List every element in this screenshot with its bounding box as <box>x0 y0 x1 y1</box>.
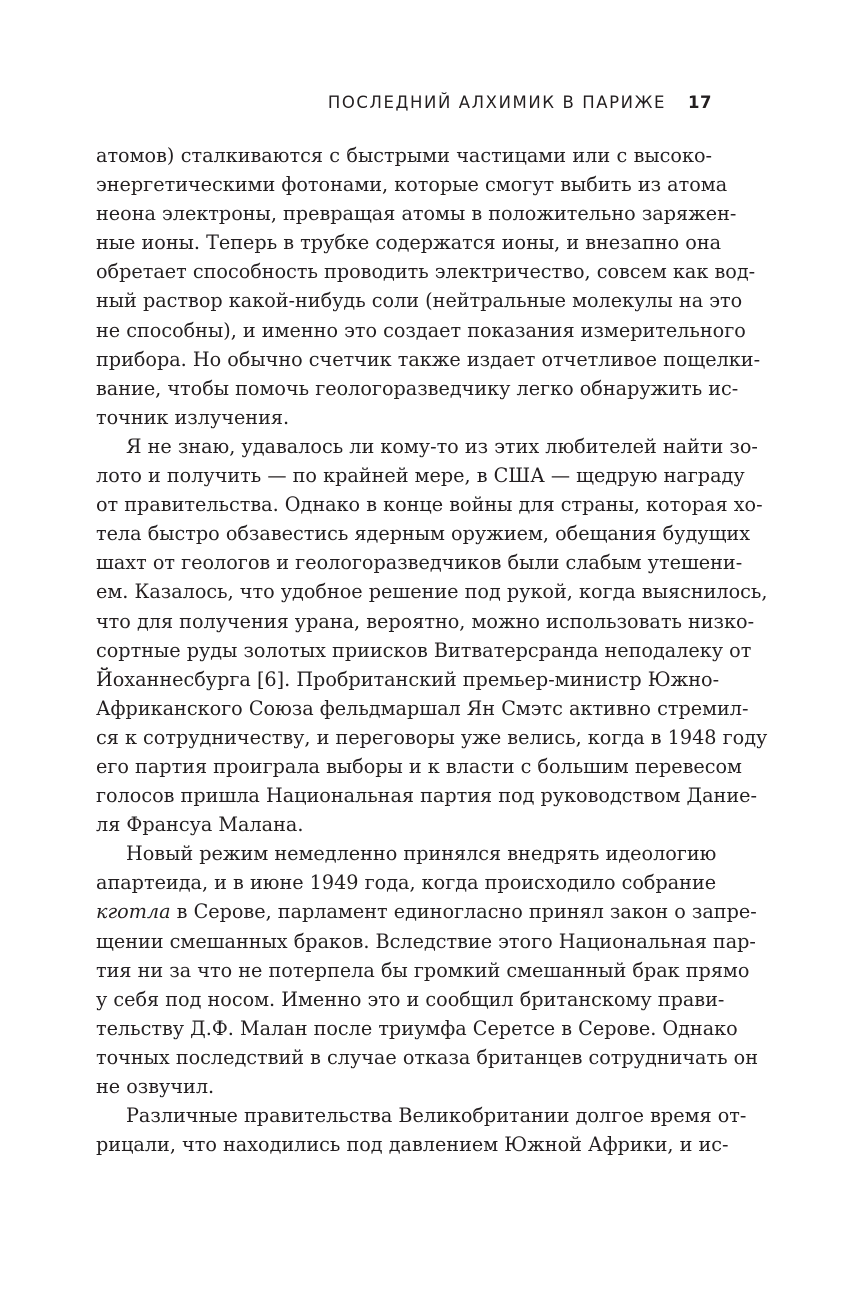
paragraph-2 <box>96 432 768 839</box>
text-span: в Серове, парламент единогласно принял закон о запре- <box>170 900 757 924</box>
text-line: не озвучил. <box>96 1075 215 1098</box>
text-line: энергетическими фотонами, которые смогут выбить из атома <box>96 173 728 197</box>
text-line: щении смешанных браков. Вследствие этого Национальная пар- <box>96 929 756 953</box>
text-line: лото и получить — по крайней мере, в США — щедрую награду <box>96 464 745 488</box>
paragraph-4 <box>96 1101 747 1159</box>
text-line: тия ни за что не потерпела бы громкий смешанный брак прямо <box>96 958 750 982</box>
text-line: обретает способность проводить электричество, совсем как вод- <box>96 260 756 284</box>
text-line: от правительства. Однако в конце войны для страны, которая хо- <box>96 493 763 517</box>
text-line: что для получения урана, вероятно, можно использовать низко- <box>96 609 755 633</box>
text-line: голосов пришла Национальная партия под руководством Даниe- <box>96 784 757 808</box>
text-line: апартеида, и в июне 1949 года, когда происходило собрание <box>96 871 717 895</box>
text-line: вание, чтобы помочь геологоразведчику легко обнаружить ис- <box>96 376 739 400</box>
body-text <box>96 141 768 1159</box>
text-line: ся к сотрудничеству, и переговоры уже велись, когда в 1948 году <box>96 725 768 749</box>
text-line: ные ионы. Теперь в трубке содержатся ионы, и внезапно она <box>96 231 722 255</box>
text-line: рицали, что находились под давлением Южной Африки, и ис- <box>96 1133 729 1157</box>
text-line: ный раствор какой-нибудь соли (нейтральные молекулы на это <box>96 289 743 313</box>
text-line: ем. Казалось, что удобное решение под рукой, когда выяснилось, <box>96 580 768 604</box>
running-header <box>96 88 712 116</box>
text-line: Йоханнесбурга [6]. Пробританский премьер-министр Южно- <box>96 667 720 691</box>
text-line: сортные руды золотых приисков Витватерсранда неподалеку от <box>96 638 752 662</box>
text-line: Новый режим немедленно принялся внедрять идеологию <box>126 842 717 866</box>
text-line: ля Франсуа Малана. <box>96 813 304 837</box>
italic-term: кготла <box>96 900 171 924</box>
text-line: Африканского Союза фельдмаршал Ян Смэтс активно стремил- <box>96 696 749 720</box>
text-line: шахт от геологов и геологоразведчиков были слабым утешени- <box>96 551 743 575</box>
text-line: у себя под носом. Именно это и сообщил британскому прави- <box>96 987 725 1011</box>
text-line: Я не знаю, удавалось ли кому-то из этих любителей найти зо- <box>126 434 758 458</box>
text-line: тела быстро обзавестись ядерным оружием, обещания будущих <box>96 522 751 546</box>
paragraph-1 <box>96 141 761 432</box>
text-line: атомов) сталкиваются с быстрыми частицами или с высоко- <box>96 144 712 167</box>
text-line: не способны), и именно это создает показания измерительного <box>96 318 746 342</box>
page-number: 17 <box>688 92 712 112</box>
text-line: неона электроны, превращая атомы в положительно заряжен- <box>96 202 737 226</box>
text-line: Различные правительства Великобритании долгое время от- <box>126 1104 747 1128</box>
paragraph-3 <box>96 839 758 1101</box>
text-line: точных последствий в случае отказа британцев сотрудничать он <box>96 1045 758 1069</box>
text-line: точник излучения. <box>96 405 290 429</box>
text-line: его партия проиграла выборы и к власти с большим перевесом <box>96 754 742 778</box>
running-title: ПОСЛЕДНИЙ АЛХИМИК В ПАРИЖЕ <box>327 92 667 112</box>
text-line <box>96 897 757 926</box>
text-line: тельству Д.Ф. Малан после триумфа Серетсе в Серове. Однако <box>96 1016 738 1040</box>
text-line: прибора. Но обычно счетчик также издает отчетливое пощелки- <box>96 347 761 371</box>
